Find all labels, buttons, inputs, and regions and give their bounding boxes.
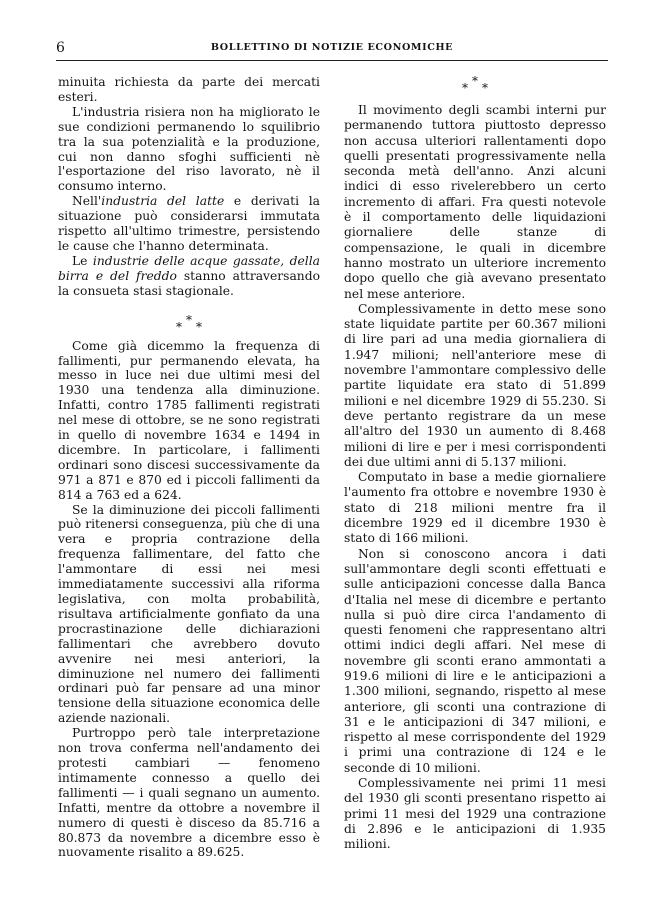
page-header [56,40,608,56]
paragraph-rice-industry: L'industria risiera non ha migliorato le sue condizioni permanendo lo squilibrio tra la sua potenzialità e la produzione, cui non danno sfoghi sufficienti nè l'esportazione del riso lavorato, nè il consumo interno. [58,104,320,194]
separator-star: * [472,74,478,88]
paragraph-eleven-months: Complessivamente nei primi 11 mesi del 1930 gli sconti presentano rispetto ai primi 11 mesi del 1929 una contrazione di 2.896 e le anticipazioni di 1.935 milioni. [344,776,606,852]
drinks-lead: Le [72,253,88,268]
header-rule [56,60,608,61]
right-column [344,75,606,853]
separator-star: * [176,319,182,334]
dairy-italic: industria del latte [101,194,225,209]
page-number: 6 [56,40,65,56]
separator-star: * [482,81,488,95]
running-title: BOLLETTINO DI NOTIZIE ECONOMICHE [210,42,454,53]
left-column [58,75,320,860]
dairy-rest: e derivati la situazione può considerarsi immutata rispetto all'ultimo trimestre, persistendo le cause che l'hanno determinata. [58,194,320,253]
section-separator [58,299,320,339]
separator-star: * [186,312,192,327]
paragraph-dairy-industry [58,194,320,254]
paragraph-continued: minuita richiesta da parte dei mercati esteri. [58,75,320,104]
paragraph-bankruptcies: Come già dicemmo la frequenza di fallimenti, pur permanendo elevata, ha messo in luce nei due ultimi mesi del 1930 una tendenza alla diminuzione. Infatti, contro 1785 fallimenti registrati nel mese di ottobre, se ne sono registrati in quello di novembre 1634 e 1494 in dicembre. In particolare, i fallimenti ordinari sono discesi successivamente da 971 a 871 e 870 ed i piccoli fallimenti da 814 a 763 ed a 624. [58,338,320,502]
dairy-prefix: Nell' [72,194,102,209]
paragraph-protests: Purtroppo però tale interpretazione non trova conferma nell'andamento dei protesti cambiari — fenomeno intimamente connesso a quello dei fallimenti — i quali segnano un aumento. Infatti, mentre da ottobre a novembre il numero di questi è disceso da 85.716 a 80.873 da novembre a dicembre esso è nuovamente risalito a 89.625. [58,726,320,860]
section-separator [344,75,606,103]
paragraph-daily-average: Computato in base a medie giornaliere l'aumento fra ottobre e novembre 1930 è stato di 218 milioni mentre fra il dicembre 1929 ed il dicembre 1930 è stato di 166 milioni. [344,470,606,546]
paragraph-internal-trade: Il movimento degli scambi interni pur permanendo tuttora piuttosto depresso non accusa ulteriori rallentamenti dopo quelli presentati progressivamente nella seconda metà dell'anno. Anzi alcuni indici di esso rivelerebbero un certo incremento di affari. Fra questi notevole è il comportamento delle liquidazioni giornaliere delle stanze di compensazione, le quali in dicembre hanno mostrato un ulteriore incremento dopo quello che già avevano presentato nel mese anteriore. [344,103,606,301]
separator-star: * [462,81,468,95]
separator-star: * [196,319,202,334]
drinks-rest: stanno attraversando la consueta stasi stagionale. [58,268,320,298]
paragraph-clearing-totals: Complessivamente in detto mese sono state liquidate partite per 60.367 milioni di lire pari ad una media giornaliera di 1.947 milioni; nell'anteriore mese di novembre l'ammontare complessivo delle partite liquidate era stato di 51.899 milioni e nel dicembre 1929 di 55.230. Si deve pertanto registrare da un mese all'altro del 1930 un aumento di 8.468 milioni di lire e per i mesi corrispondenti dei due ultimi anni di 5.137 milioni. [344,301,606,469]
drinks-italic: industrie delle acque gassate, della birra e del freddo [58,253,320,283]
paragraph-discounts: Non si conoscono ancora i dati sull'ammontare degli sconti effettuati e sulle anticipazioni concesse dalla Banca d'Italia nel mese di dicembre e pertanto nulla si può dire circa l'andamento di questi fenomeni che rappresentano altri ottimi indici degli affari. Nel mese di novembre gli sconti erano ammontati a 919.6 milioni di lire e le anticipazioni a 1.300 milioni, segnando, rispetto al mese anteriore, gli sconti una contrazione di 31 e le anticipazioni di 347 milioni, e rispetto al mese corrispondente del 1929 i primi una contrazione di 124 e le seconde di 10 milioni. [344,546,606,775]
paragraph-small-bankruptcies: Se la diminuzione dei piccoli fallimenti può ritenersi conseguenza, più che di una vera e propria contrazione della frequenza fallimentare, del fatto che l'ammontare di essi nei mesi immediatamente successivi alla riforma legislativa, con molta probabilità, risultava artificialmente gonfiato da una procrastinazione delle dichiarazioni fallimentari che avrebbero dovuto avvenire nei mesi anteriori, la diminuzione nel numero dei fallimenti ordinari può far pensare ad una minor tensione della situazione economica delle aziende nazionali. [58,502,320,726]
